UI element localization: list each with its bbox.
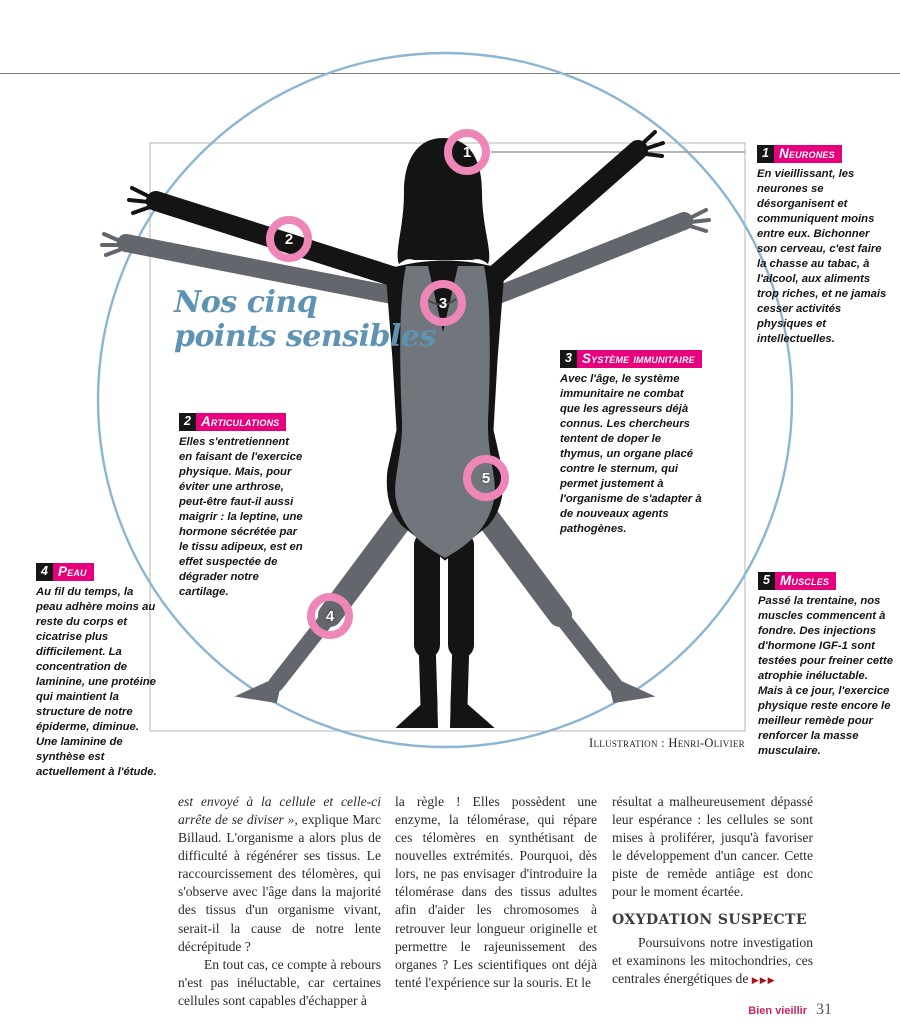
annotation-body: Elles s'entretiennent en faisant de l'exercice physique. Mais, pour éviter une arthrose, peut-être faut-il aussi maigrir : la leptine, une hormone sécrétée par le tissu adipeux, est en effet suspectée de dégrader notre cartilage. (179, 436, 303, 599)
article-column-2 (395, 793, 597, 992)
page-title-line2: points sensibles (174, 318, 436, 354)
annotation-systeme-immunitaire-header (560, 350, 702, 368)
annotation-title: Neurones (774, 145, 842, 163)
annotation-neurones-header (757, 145, 842, 163)
quote-italic-text: est envoyé à la cellule et celle-ci arrête de se diviser » (178, 794, 381, 828)
article-paragraph: la règle ! Elles possèdent une enzyme, la télomérase, qui répare ces télomères en synthétisant de nouvelles extrémités. Pourquoi, dès lors, ne pas envisager d'introduire la télomérase dans des tissus adultes afin d'aider les chromosomes à retrouver leur longueur originelle et permettre le rajeunissement des organes ? Les scientifiques ont déjà tenté l'expérience sur la souris. Et le (395, 794, 597, 990)
page-footer (690, 1001, 870, 1019)
annotation-body: Avec l'âge, le système immunitaire ne combat que les agresseurs déjà connus. Les chercheurs tentent de doper le thymus, un organe placé contre le sternum, qui permet justement à l'organisme de s'adapter à de nouveaux agents pathogènes. (560, 373, 702, 536)
annotation-number: 4 (36, 563, 53, 581)
continuation-arrows-icon: ▶▶▶ (751, 975, 776, 986)
article-text: Poursuivons notre investigation et examinons les mitochondries, ces centrales énergétiques de (612, 935, 813, 987)
body-marker-5: 5 (463, 455, 509, 501)
body-marker-3: 3 (420, 280, 466, 326)
annotation-body: Au fil du temps, la peau adhère moins au reste du corps et cicatrise plus difficilement. La concentration de laminine, une protéine qui maintient la structure de notre épiderme, diminue. Une laminine de synthèse est actuellement à l'étude. (36, 586, 157, 779)
annotation-title: Peau (53, 563, 94, 581)
annotation-title: Articulations (196, 413, 287, 431)
article-column-3 (612, 793, 813, 988)
annotation-number: 1 (757, 145, 774, 163)
annotation-systeme-immunitaire (560, 349, 704, 537)
annotation-body: En vieillissant, les neurones se désorganisent et communiquent moins entre eux. Bichonner son cerveau, c'est faire la chasse au tabac, à l'alcool, aux aliments trop riches, et ne jamais cesser activités physiques et intellectuelles. (757, 168, 887, 346)
annotation-title: Système immunitaire (577, 350, 702, 368)
article-paragraph (612, 934, 813, 988)
annotation-body: Passé la trentaine, nos muscles commencent à fondre. Des injections d'hormone IGF-1 sont testées pour freiner cette atrophie inéluctable. Mais à ce jour, l'exercice physique reste encore le meilleur remède pour renforcer la masse musculaire. (758, 595, 893, 758)
annotation-muscles (758, 571, 893, 759)
annotation-articulations-header (179, 413, 286, 431)
page-title (174, 286, 436, 353)
annotation-number: 2 (179, 413, 196, 431)
article-column-1 (178, 793, 381, 1010)
annotation-peau (36, 562, 158, 780)
annotation-peau-header (36, 563, 94, 581)
annotation-articulations (179, 412, 303, 600)
magazine-section-label: Bien vieillir (748, 1005, 807, 1017)
annotation-number: 5 (758, 572, 775, 590)
body-marker-1: 1 (444, 129, 490, 175)
article-paragraph: En tout cas, ce compte à rebours n'est pas inéluctable, car certaines cellules sont capables d'échapper à (178, 956, 381, 1008)
body-marker-2: 2 (266, 216, 312, 262)
page-number: 31 (816, 1001, 832, 1018)
body-marker-4: 4 (307, 593, 353, 639)
article-text: , explique Marc Billaud. L'organisme a alors plus de difficulté à régénérer ses tissus. Le raccourcissement des télomères, qui s'observe avec l'âge dans la majorité des tissus d'un organisme vivant, serait-il la cause de notre lente décrépitude ? (178, 812, 382, 954)
annotation-title: Muscles (775, 572, 836, 590)
article-paragraph (178, 793, 381, 956)
page-title-line1: Nos cinq (174, 285, 318, 320)
illustration-credit: Illustration : Henri-Olivier (589, 736, 745, 750)
annotation-neurones (757, 144, 890, 347)
article-paragraph: résultat a malheureusement dépassé leur espérance : les cellules se sont mises à proliférer, jusqu'à favoriser le développement d'un cancer. Cette piste de remède antiâge est donc pour le moment écartée. (612, 794, 813, 900)
annotation-muscles-header (758, 572, 836, 590)
annotation-number: 3 (560, 350, 577, 368)
section-heading: OXYDATION SUSPECTE (612, 912, 807, 929)
